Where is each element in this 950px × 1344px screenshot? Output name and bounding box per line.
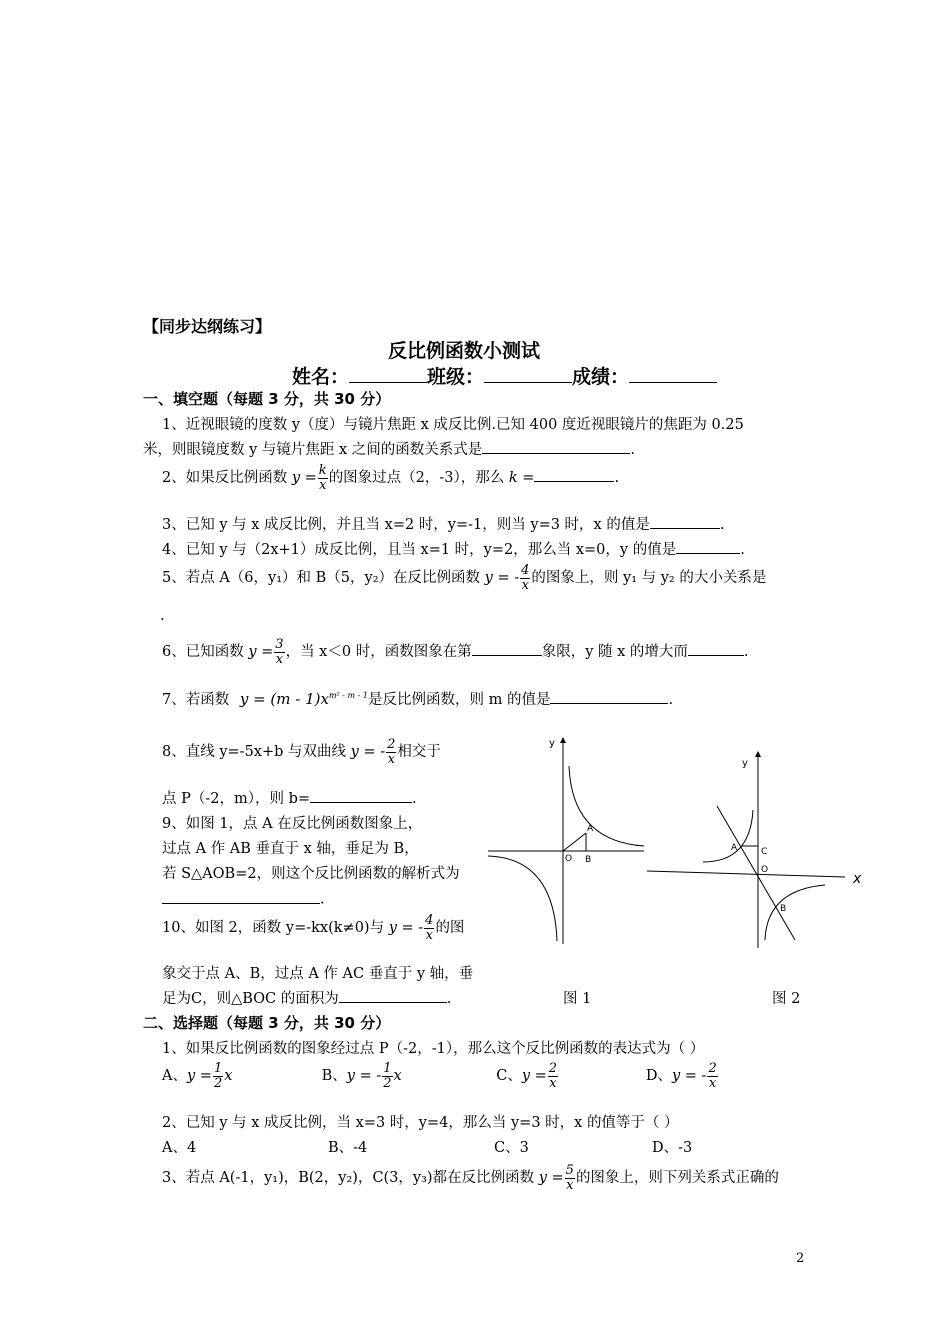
option-fraction: [707, 1062, 717, 1090]
mc-q2-option-a: A、4: [162, 1140, 197, 1156]
q6-dot: .: [743, 644, 749, 661]
section-tag: 【同步达纲练习】: [143, 317, 272, 336]
frac-num: 2: [708, 1061, 717, 1076]
option-y-eq: y =: [186, 1068, 212, 1085]
frac-den: x: [425, 927, 433, 943]
q2-fraction: [318, 464, 328, 492]
q5-fraction: [520, 564, 530, 592]
q1-dot: .: [630, 442, 635, 458]
option-x: x: [393, 1068, 402, 1085]
q3: [162, 513, 724, 534]
q8-fraction: [386, 738, 396, 766]
q8-y-eq: y = -: [350, 744, 386, 761]
q9-dot: .: [320, 891, 325, 908]
mc-q3-text-b: 的图象上，则下列关系式正确的: [575, 1170, 779, 1187]
fig1-label-O: O: [565, 854, 573, 864]
q3-dot: .: [719, 517, 725, 533]
q10-line3: [162, 987, 451, 1008]
option-label: C、: [496, 1068, 522, 1085]
q8-line2: [162, 787, 417, 808]
q6: [162, 638, 749, 666]
frac-den: x: [566, 1177, 574, 1193]
student-info-line: [292, 362, 717, 389]
q7-exponent: m² - m - 1: [328, 691, 369, 701]
frac-den: 2: [383, 1075, 392, 1091]
frac-den: 2: [213, 1075, 223, 1091]
mc-q3-text-a: 3、若点 A(-1，y₁)，B(2，y₂)，C(3，y₃)都在反比例函数: [162, 1170, 535, 1187]
q1-line2: [143, 438, 635, 459]
mc-q1-option-d: [646, 1062, 719, 1090]
q5-dot: .: [160, 608, 165, 624]
q7-expression: y = (m - 1)x: [239, 690, 329, 708]
q4-blank: [676, 539, 740, 555]
q6-text-a: 6、已知函数: [162, 644, 244, 661]
fig2-x-axis: [647, 871, 845, 877]
q7-blank: [550, 689, 668, 705]
q4-text: 4、已知 y 与（2x+1）成反比例，且当 x=1 时，y=2，那么当 x=0，y 的值是: [162, 542, 677, 558]
frac-den: x: [521, 577, 529, 593]
fig1-curve-q3: [488, 856, 557, 941]
q10-line2: 象交于点 A、B，过点 A 作 AC 垂直于 y 轴，垂: [162, 966, 474, 982]
q3-text: 3、已知 y 与 x 成反比例，并且当 x=2 时，y=-1，则当 y=3 时，x 的值是: [162, 517, 650, 533]
option-y-eq: y = -: [671, 1068, 707, 1085]
q2-k-eq: k =: [508, 470, 535, 487]
q6-y-eq: y =: [248, 644, 274, 661]
q9-line3: 若 S△AOB=2，则这个反比例函数的解析式为: [162, 866, 460, 882]
q8-line1: [162, 738, 441, 766]
q7-dot: .: [668, 692, 674, 708]
frac-num: 3: [275, 637, 284, 652]
q10-line1: [162, 914, 464, 942]
mc-q2-option-b: B、-4: [328, 1140, 368, 1156]
q2-text-b: 的图象过点（2，-3），那么: [328, 470, 505, 487]
mc-q2-options: [162, 1136, 802, 1157]
fig2-label-x: x: [853, 871, 862, 887]
q4-dot: .: [740, 542, 745, 558]
mc-q1-option-b: [322, 1062, 492, 1090]
mc-q2-option-c: C、3: [494, 1140, 529, 1156]
frac-num: 2: [548, 1061, 558, 1076]
frac-den: x: [275, 651, 284, 667]
mc-q1-options: [162, 1062, 802, 1090]
q6-text-b: ，当 x＜0 时，函数图象在第: [285, 644, 472, 661]
frac-num: 2: [387, 737, 396, 752]
q2-y-eq: y =: [291, 470, 317, 487]
option-fraction: [213, 1062, 223, 1090]
q4: [162, 538, 745, 559]
mc-q3-fraction: [565, 1164, 575, 1192]
q5-text-b: 的图象上，则 y₁ 与 y₂ 的大小关系是: [531, 570, 767, 587]
fig2-label-C: C: [761, 847, 768, 857]
fig1-curve-q1: [569, 766, 644, 846]
option-y-eq: y =: [521, 1068, 547, 1085]
q1-blank: [482, 439, 630, 455]
q9-line1: 9、如图 1，点 A 在反比例函数图象上，: [162, 816, 423, 832]
mc-q1-option-a: [162, 1062, 317, 1090]
fig1-caption: 图 1: [563, 991, 592, 1007]
q7-text-b: 是反比例函数，则 m 的值是: [368, 692, 551, 708]
q10-y-eq: y = -: [388, 920, 424, 937]
q1-text: 米，则眼镜度数 y 与镜片焦距 x 之间的函数关系式是: [143, 442, 483, 458]
option-y-eq: y = -: [346, 1068, 382, 1085]
q10-blank: [339, 988, 447, 1004]
mc-q3: [162, 1164, 779, 1192]
q10-fraction: [424, 914, 434, 942]
mc-q3-y-eq: y =: [538, 1170, 564, 1187]
section2-heading: 二、选择题（每题 3 分，共 30 分）: [143, 1014, 391, 1032]
class-blank: [484, 363, 572, 383]
q2-text-a: 2、如果反比例函数: [162, 470, 288, 487]
fig1-label-y: y: [549, 738, 555, 749]
fig2-caption: 图 2: [772, 991, 801, 1007]
fig1-label-B: B: [585, 855, 592, 865]
frac-num: 1: [383, 1061, 392, 1076]
frac-den: x: [549, 1075, 557, 1091]
q9-line4: [162, 888, 325, 908]
fig2-label-O: O: [761, 865, 769, 875]
fig2-label-A: A: [731, 843, 738, 853]
q2-blank: [534, 467, 614, 483]
frac-num: 1: [213, 1061, 223, 1076]
mc-q2: 2、已知 y 与 x 成反比例，当 x=3 时，y=4，那么当 y=3 时，x 的值等于（ ）: [162, 1115, 679, 1131]
page-number: 2: [796, 1251, 805, 1266]
fig2-curve-q4: [765, 885, 825, 940]
q6-blank-1: [472, 641, 542, 657]
q2: [162, 464, 619, 492]
fig1-label-A: A: [587, 824, 594, 834]
q6-fraction: [274, 638, 284, 666]
name-label: 姓名：: [292, 366, 350, 388]
figure-2: [645, 750, 867, 950]
q10-text-d: 足为C，则△BOC 的面积为: [162, 991, 339, 1007]
q6-text-c: 象限，y 随 x 的增大而: [541, 644, 688, 661]
frac-den: x: [708, 1075, 717, 1091]
q8-text-b: 相交于: [397, 744, 441, 761]
q9-line2: 过点 A 作 AB 垂直于 x 轴，垂足为 B，: [162, 841, 419, 857]
frac-num: k: [318, 463, 327, 478]
frac-den: x: [387, 751, 395, 767]
score-blank: [629, 363, 717, 383]
class-label: 班级：: [427, 366, 485, 388]
option-x: x: [224, 1068, 233, 1085]
frac-num: 4: [521, 563, 530, 578]
page-title: 反比例函数小测试: [388, 340, 541, 362]
mc-q1-option-c: [496, 1062, 641, 1090]
q7: [162, 688, 673, 709]
q5-text-a: 5、若点 A（6，y₁）和 B（5，y₂）在反比例函数: [162, 570, 481, 587]
q8-dot: .: [412, 791, 417, 807]
q3-blank: [650, 514, 720, 530]
q8-blank: [310, 788, 412, 804]
q9-blank: [162, 888, 320, 904]
q10-text-a: 10、如图 2，函数 y=-kx(k≠0)与: [162, 920, 385, 937]
frac-den: x: [319, 477, 327, 493]
option-label: B、: [321, 1068, 347, 1085]
q7-text-a: 7、若函数: [162, 692, 230, 708]
option-fraction: [548, 1062, 558, 1090]
q10-text-b: 的图: [435, 920, 465, 937]
q8-text-c: 点 P（-2，m），则 b=: [162, 791, 311, 807]
q10-dot: .: [446, 991, 452, 1007]
figure-1: [486, 736, 646, 946]
option-label: D、: [645, 1068, 672, 1085]
q6-blank-2: [688, 641, 744, 657]
frac-num: 4: [425, 913, 434, 928]
fig1-segment-OA: [563, 833, 586, 851]
mc-q2-option-d: D、-3: [652, 1140, 693, 1156]
section1-heading: 一、填空题（每题 3 分，共 30 分）: [143, 390, 391, 408]
fig2-label-y: y: [742, 758, 748, 769]
q5: [162, 564, 766, 592]
mc-q1: 1、如果反比例函数的图象经过点 P（-2，-1），那么这个反比例函数的表达式为（ ）: [162, 1041, 705, 1057]
q2-dot: .: [614, 470, 620, 487]
option-label: A、: [162, 1068, 187, 1085]
frac-num: 5: [565, 1163, 574, 1178]
fig2-label-B: B: [780, 904, 787, 914]
q5-y-eq: y = -: [484, 570, 520, 587]
q1-line1: 1、近视眼镜的度数 y（度）与镜片焦距 x 成反比例.已知 400 度近视眼镜片的焦距为 0.25: [162, 417, 744, 433]
score-label: 成绩：: [572, 366, 630, 388]
name-blank: [349, 363, 427, 383]
option-fraction: [382, 1062, 392, 1090]
q8-text-a: 8、直线 y=-5x+b 与双曲线: [162, 744, 347, 761]
